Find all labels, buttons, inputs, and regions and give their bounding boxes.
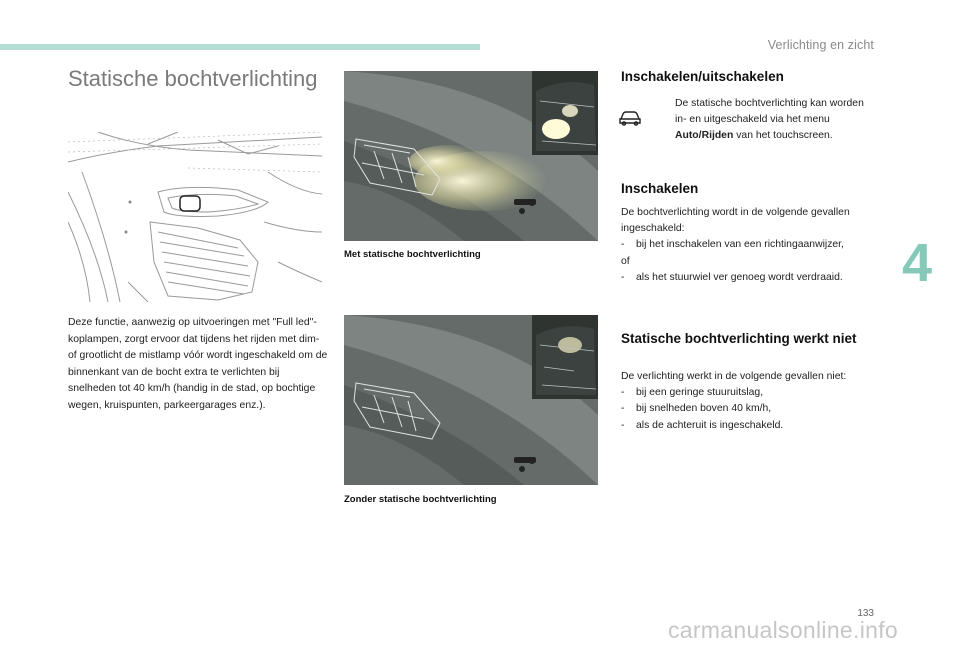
header-accent-bar [0, 44, 480, 50]
cornering-light-off-scene [344, 315, 598, 485]
menu-auto: Auto [675, 130, 699, 142]
caption-without-light: Zonder statische bochtverlichting [344, 494, 497, 505]
page-number: 133 [857, 608, 874, 619]
activate-or: of [621, 255, 630, 267]
heading-toggle: Inschakelen/uitschakelen [621, 69, 784, 84]
list-item: - bij snelheden boven 40 km/h, [621, 403, 772, 415]
cornering-light-on-scene [344, 71, 598, 241]
list-item: - als het stuurwiel ver genoeg wordt verdraaid. [621, 271, 843, 283]
not-working-intro: De verlichting werkt in de volgende gevallen niet: [621, 371, 847, 382]
intro-paragraph: Deze functie, aanwezig op uitvoeringen met "Full led"-koplampen, zorgt ervoor dat tijdens het rijden met dim- of grootlicht de mistlamp vóór wordt ingeschakeld om de binnenkant van de bocht extra te verlichten bij snelheden tot 40 km/h (handig in de stad, op bochtige wegen, kruispunten, parkeergarages enz.). [68, 317, 328, 411]
fog-lamp-drawing [68, 132, 322, 302]
list-item: - als de achteruit is ingeschakeld. [621, 419, 784, 431]
list-item: - bij een geringe stuuruitslag, [621, 387, 764, 399]
list-item: - bij het inschakelen van een richtingaanwijzer, [621, 239, 844, 251]
section-title: Verlichting en zicht [767, 38, 874, 52]
not-working-section [621, 369, 871, 434]
heading-not-working: Statische bochtverlichting werkt niet [621, 331, 857, 346]
page-title: Statische bochtverlichting [68, 66, 318, 91]
chapter-number: 4 [901, 233, 932, 293]
menu-drive: Rijden [701, 130, 734, 142]
figure-with-cornering-light [344, 71, 598, 241]
toggle-paragraph: De statische bochtverlichting kan worden in- en uitgeschakeld via het menu Auto/Rijden van het touchscreen. [675, 98, 864, 142]
caption-with-light: Met statische bochtverlichting [344, 249, 481, 260]
fog-lamp-illustration [68, 132, 322, 302]
heading-activate: Inschakelen [621, 181, 699, 196]
activate-intro: De bochtverlichting wordt in de volgende gevallen ingeschakeld: [621, 207, 850, 235]
watermark: carmanualsonline.info [667, 617, 898, 643]
figure-without-cornering-light [344, 315, 598, 485]
car-settings-icon [618, 108, 642, 126]
activate-section [621, 205, 871, 286]
